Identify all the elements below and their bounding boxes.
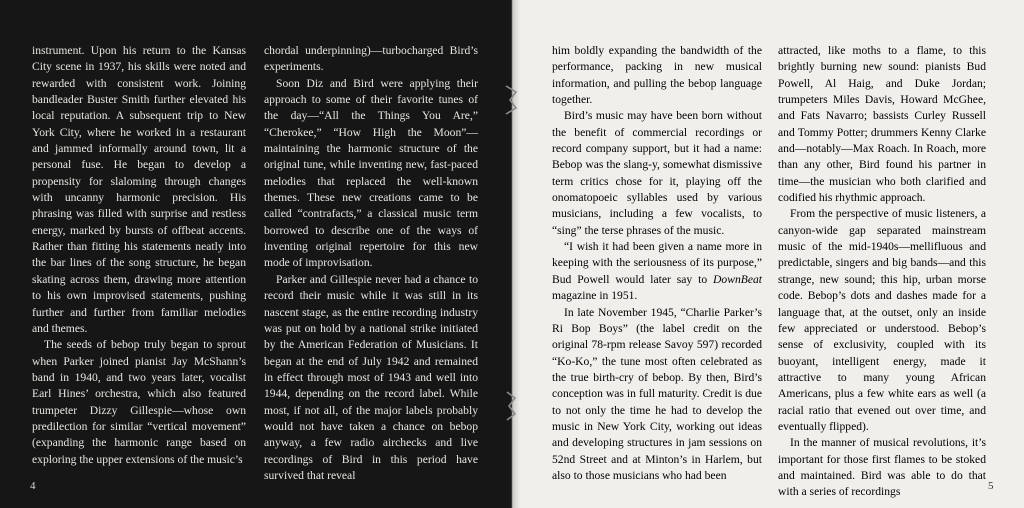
magazine-title: DownBeat bbox=[713, 272, 762, 286]
left-column-2 bbox=[264, 43, 478, 484]
page-fold bbox=[504, 0, 520, 508]
paragraph: Soon Diz and Bird were applying their approach to some of their favorite tunes of the day—“All the Things You Are,” “Cherokee,” “How High the Moon”—maintaining the harmonic structure of the original tune, while inventing new, fast-paced melodies that replaced the well-known themes. These new creations came to be called “contrafacts,” a classical music term borrowed to describe one of the ways of inventing original repertoire for this new mode of improvisation. bbox=[264, 76, 478, 270]
left-column-1 bbox=[32, 43, 246, 468]
staple-icon bbox=[503, 82, 521, 118]
paragraph: attracted, like moths to a flame, to this brightly burning new sound: pianists Bud Powell, Al Haig, and Duke Jordan; trumpeters Miles Davis, Howard McGhee, and Fats Navarro; bassists Curley Russell and Tommy Potter; drummers Kenny Clarke and—notably—Max Roach. In Roach, more than any other, Bird found his partner in time—the musician who both clarified and codified his rhythmic approach. bbox=[778, 44, 986, 205]
quote-text-end: magazine in 1951. bbox=[552, 289, 638, 303]
paragraph: In late November 1945, “Charlie Parker’s Ri Bop Boys” (the label credit on the original 78-rpm release Savoy 597) recorded “Ko-Ko,” the tune most often celebrated as the true birth-cry of bebop. By then, Bird’s conception was in full maturity. Credit is due to not only the time he had to develop the music in New York City, working out ideas and developing structures in jam sessions on 52nd Street and at Minton’s in Harlem, but also to those musicians who had been bbox=[552, 305, 762, 482]
page-number-left: 4 bbox=[30, 480, 36, 492]
paragraph: Parker and Gillespie never had a chance to record their music while it was still in its nascent stage, as the entire recording industry was put on hold by a national strike initiated by the American Federation of Musicians. It began at the end of July 1942 and remained in effect through most of 1943 and well into 1944, depending on the record label. While most, if not all, of the major labels probably would not have taken a chance on bebop anyway, a few radio airchecks and live recordings of Bird in this period have survived that reveal bbox=[264, 272, 478, 482]
quote-text: “I wish it had been given a name more in keeping with the seriousness of its purpose,” Bud Powell would later say to bbox=[552, 240, 762, 286]
paragraph: The seeds of bebop truly began to sprout when Parker joined pianist Jay McShann’s band in 1940, and two years later, vocalist Earl Hines’ orchestra, which also featured trumpeter Dizzy Gillespie—whose own predilection for similar “vertical movement” (expanding the harmonic range based on exploring the upper extensions of the music’s bbox=[32, 338, 246, 466]
right-column-2 bbox=[778, 43, 986, 501]
paragraph: instrument. Upon his return to the Kansas City scene in 1937, his skills were noted and rewarded with consistent work. Joining bandleader Buster Smith further elevated his local reputation. A subsequent trip to New York City, where he worked in a restaurant and jammed informally around town, lit a personal fuse. He began to develop a propensity for slaloming through changes with uncanny harmonic precision. His phrasing was filled with surprise and restless energy, marked by bursts of offbeat accents. Rather than fitting his statements neatly into the bar lines of the song structure, he began skating across them, drawing more attention to his own improvised statements, pushing further and further from familiar melodies and themes. bbox=[32, 44, 246, 335]
paragraph: From the perspective of music listeners, a canyon-wide gap separated mainstream music of the mid-1940s—mellifluous and predictable, singers and big bands—and this strange, new sound; this hip, urban morse code. Bebop’s dots and dashes made for a language that, at the outset, only an inside few appreciated or understood. Bebop’s sense of exclusivity, coupled with its buoyant, intelligent energy, made it attractive to many young African Americans, plus a few white ears as well (a racial ratio that evened out over time, and eventually flipped). bbox=[778, 207, 986, 433]
paragraph: In the manner of musical revolutions, it’s important for those first flames to be stoked and maintained. Bird was able to do that with a series of recordings bbox=[778, 436, 986, 499]
paragraph: him boldly expanding the bandwidth of the performance, packing in new musical information, and pulling the bebop language together. bbox=[552, 44, 762, 107]
staple-icon bbox=[503, 388, 521, 424]
page-number-right: 5 bbox=[988, 480, 994, 492]
right-column-1 bbox=[552, 43, 762, 484]
paragraph: Bird’s music may have been born without the benefit of commercial recordings or record company support, but it had a name: Bebop was the slang-y, somewhat dismissive term critics chose for it, playing off the onomatopoeic syllables used by various musicians, including a few vocalists, to “sing” the terse phrases of the music. bbox=[552, 109, 762, 237]
paragraph bbox=[552, 239, 762, 304]
paragraph: chordal underpinning)—turbocharged Bird’s experiments. bbox=[264, 44, 478, 74]
